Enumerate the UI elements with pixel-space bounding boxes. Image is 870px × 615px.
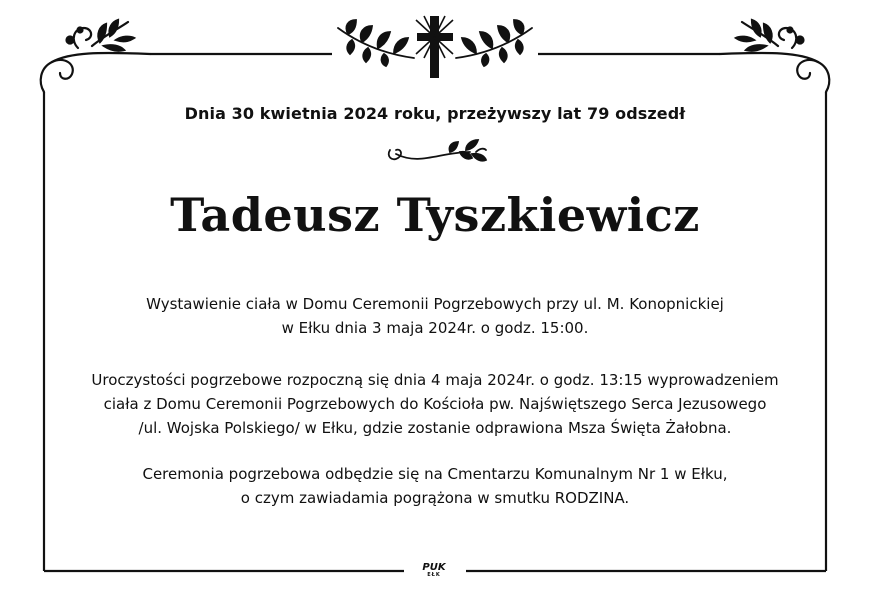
death-announcement-headline: Dnia 30 kwietnia 2024 roku, przeżywszy lat 79 odszedł <box>184 104 686 123</box>
paragraph-line: ciała z Domu Ceremonii Pogrzebowych do Kościoła pw. Najświętszego Serca Jezusowego <box>103 395 767 413</box>
company-logo <box>414 563 454 578</box>
logo-sub-text: EŁK <box>427 572 441 578</box>
viewing-paragraph <box>50 292 820 340</box>
leaf-divider-icon <box>389 140 486 161</box>
logo-main-text: PUK <box>422 562 446 573</box>
ceremony-paragraph <box>50 368 820 440</box>
scroll-flourish-icon <box>41 20 150 92</box>
paragraph-line: /ul. Wojska Polskiego/ w Ełku, gdzie zostanie odprawiona Msza Święta Żałobna. <box>138 419 732 437</box>
cross-with-rays-icon <box>416 16 453 78</box>
scroll-flourish-icon <box>720 20 829 92</box>
paragraph-line: w Ełku dnia 3 maja 2024r. o godz. 15:00. <box>281 319 589 337</box>
laurel-branch-icon <box>338 20 414 66</box>
paragraph-line: Uroczystości pogrzebowe rozpoczną się dnia 4 maja 2024r. o godz. 13:15 wyprowadzeniem <box>91 371 779 389</box>
laurel-branch-icon <box>456 20 532 66</box>
paragraph-line: Wystawienie ciała w Domu Ceremonii Pogrzebowych przy ul. M. Konopnickiej <box>146 295 724 313</box>
deceased-name: Tadeusz Tyszkiewicz <box>170 188 700 242</box>
paragraph-line: o czym zawiadamia pogrążona w smutku RODZINA. <box>240 489 630 507</box>
burial-paragraph <box>50 462 820 510</box>
paragraph-line: Ceremonia pogrzebowa odbędzie się na Cmentarzu Komunalnym Nr 1 w Ełku, <box>142 465 728 483</box>
